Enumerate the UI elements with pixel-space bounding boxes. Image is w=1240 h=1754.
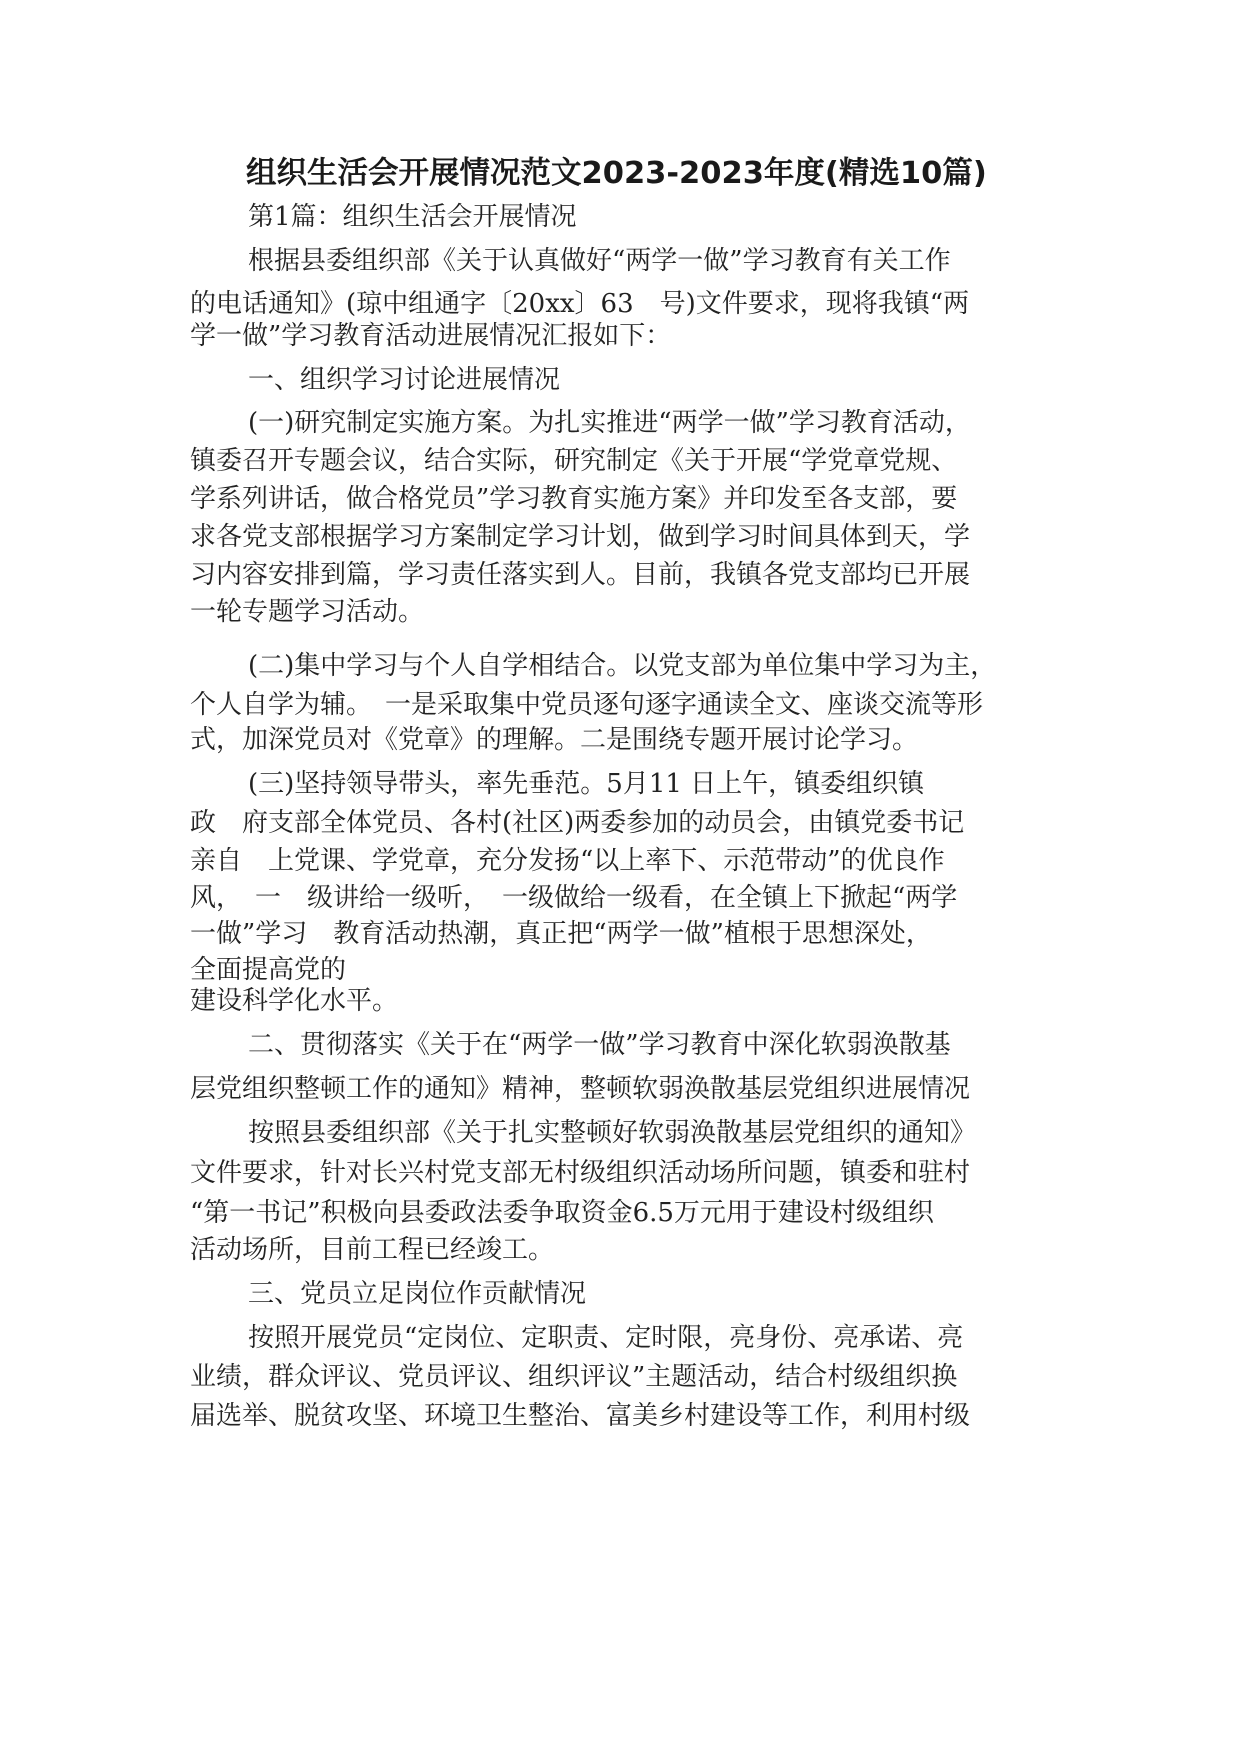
paragraph-6-line: 届选举、脱贫攻坚、环境卫生整治、富美乡村建设等工作，利用村级 — [190, 1401, 971, 1431]
paragraph-2-line: 一轮专题学习活动。 — [190, 597, 425, 627]
paragraph-4-line: 亲自 上党课、学党章，充分发扬“以上率下、示范带动”的优良作 — [190, 846, 945, 876]
paragraph-4-line: 全面提高党的 — [190, 955, 347, 985]
paragraph-2-line: 学系列讲话，做合格党员”学习教育实施方案》并印发至各支部，要 — [190, 484, 958, 514]
paragraph-6-line: 按照开展党员“定岗位、定职责、定时限，亮身份、亮承诺、亮 — [248, 1323, 964, 1353]
paragraph-4-line: 政 府支部全体党员、各村(社区)两委参加的动员会，由镇党委书记 — [190, 808, 965, 838]
paragraph-1-line: 的电话通知》(琼中组通字〔20xx〕63 号)文件要求，现将我镇“两 — [190, 289, 970, 319]
paragraph-3-line: 式，加深党员对《党章》的理解。二是围绕专题开展讨论学习。 — [190, 725, 919, 755]
paragraph-5-line: 活动场所，目前工程已经竣工。 — [190, 1235, 555, 1265]
paragraph-1-line: 根据县委组织部《关于认真做好“两学一做”学习教育有关工作 — [248, 246, 951, 276]
paragraph-4-line: 建设科学化水平。 — [190, 986, 399, 1016]
paragraph-2-line: 求各党支部根据学习方案制定学习计划，做到学习时间具体到天，学 — [190, 522, 971, 552]
paragraph-3-line: 个人自学为辅。 一是采取集中党员逐句逐字通读全文、座谈交流等形 — [190, 690, 984, 720]
paragraph-1-line: 学一做”学习教育活动进展情况汇报如下： — [190, 321, 672, 351]
section-subtitle: 第1篇：组织生活会开展情况 — [248, 202, 577, 232]
document-title: 组织生活会开展情况范文2023-2023年度(精选10篇) — [246, 156, 987, 191]
paragraph-4-line: (三)坚持领导带头，率先垂范。5月11 日上午，镇委组织镇 — [248, 769, 925, 799]
paragraph-4-line: 风， 一 级讲给一级听， 一级做给一级看，在全镇上下掀起“两学 — [190, 883, 958, 913]
paragraph-2-line: 镇委召开专题会议，结合实际，研究制定《关于开展“学党章党规、 — [190, 446, 958, 476]
paragraph-5-line: “第一书记”积极向县委政法委争取资金6.5万元用于建设村级组织 — [190, 1198, 934, 1228]
section-heading-2: 二、贯彻落实《关于在“两学一做”学习教育中深化软弱涣散基 — [248, 1030, 951, 1060]
paragraph-6-line: 业绩，群众评议、党员评议、组织评议”主题活动，结合村级组织换 — [190, 1362, 958, 1392]
section-heading-3: 三、党员立足岗位作贡献情况 — [248, 1279, 587, 1309]
section-heading-1: 一、组织学习讨论进展情况 — [248, 365, 561, 395]
paragraph-3-line: (二)集中学习与个人自学相结合。以党支部为单位集中学习为主， — [248, 651, 997, 681]
paragraph-5-line: 按照县委组织部《关于扎实整顿好软弱涣散基层党组织的通知》 — [248, 1118, 977, 1148]
section-heading-2: 层党组织整顿工作的通知》精神，整顿软弱涣散基层党组织进展情况 — [190, 1074, 971, 1104]
paragraph-5-line: 文件要求，针对长兴村党支部无村级组织活动场所问题，镇委和驻村 — [190, 1158, 971, 1188]
paragraph-2-line: 习内容安排到篇，学习责任落实到人。目前，我镇各党支部均已开展 — [190, 560, 971, 590]
paragraph-2-line: (一)研究制定实施方案。为扎实推进“两学一做”学习教育活动， — [248, 408, 971, 438]
paragraph-4-line: 一做”学习 教育活动热潮，真正把“两学一做”植根于思想深处， — [190, 919, 932, 949]
